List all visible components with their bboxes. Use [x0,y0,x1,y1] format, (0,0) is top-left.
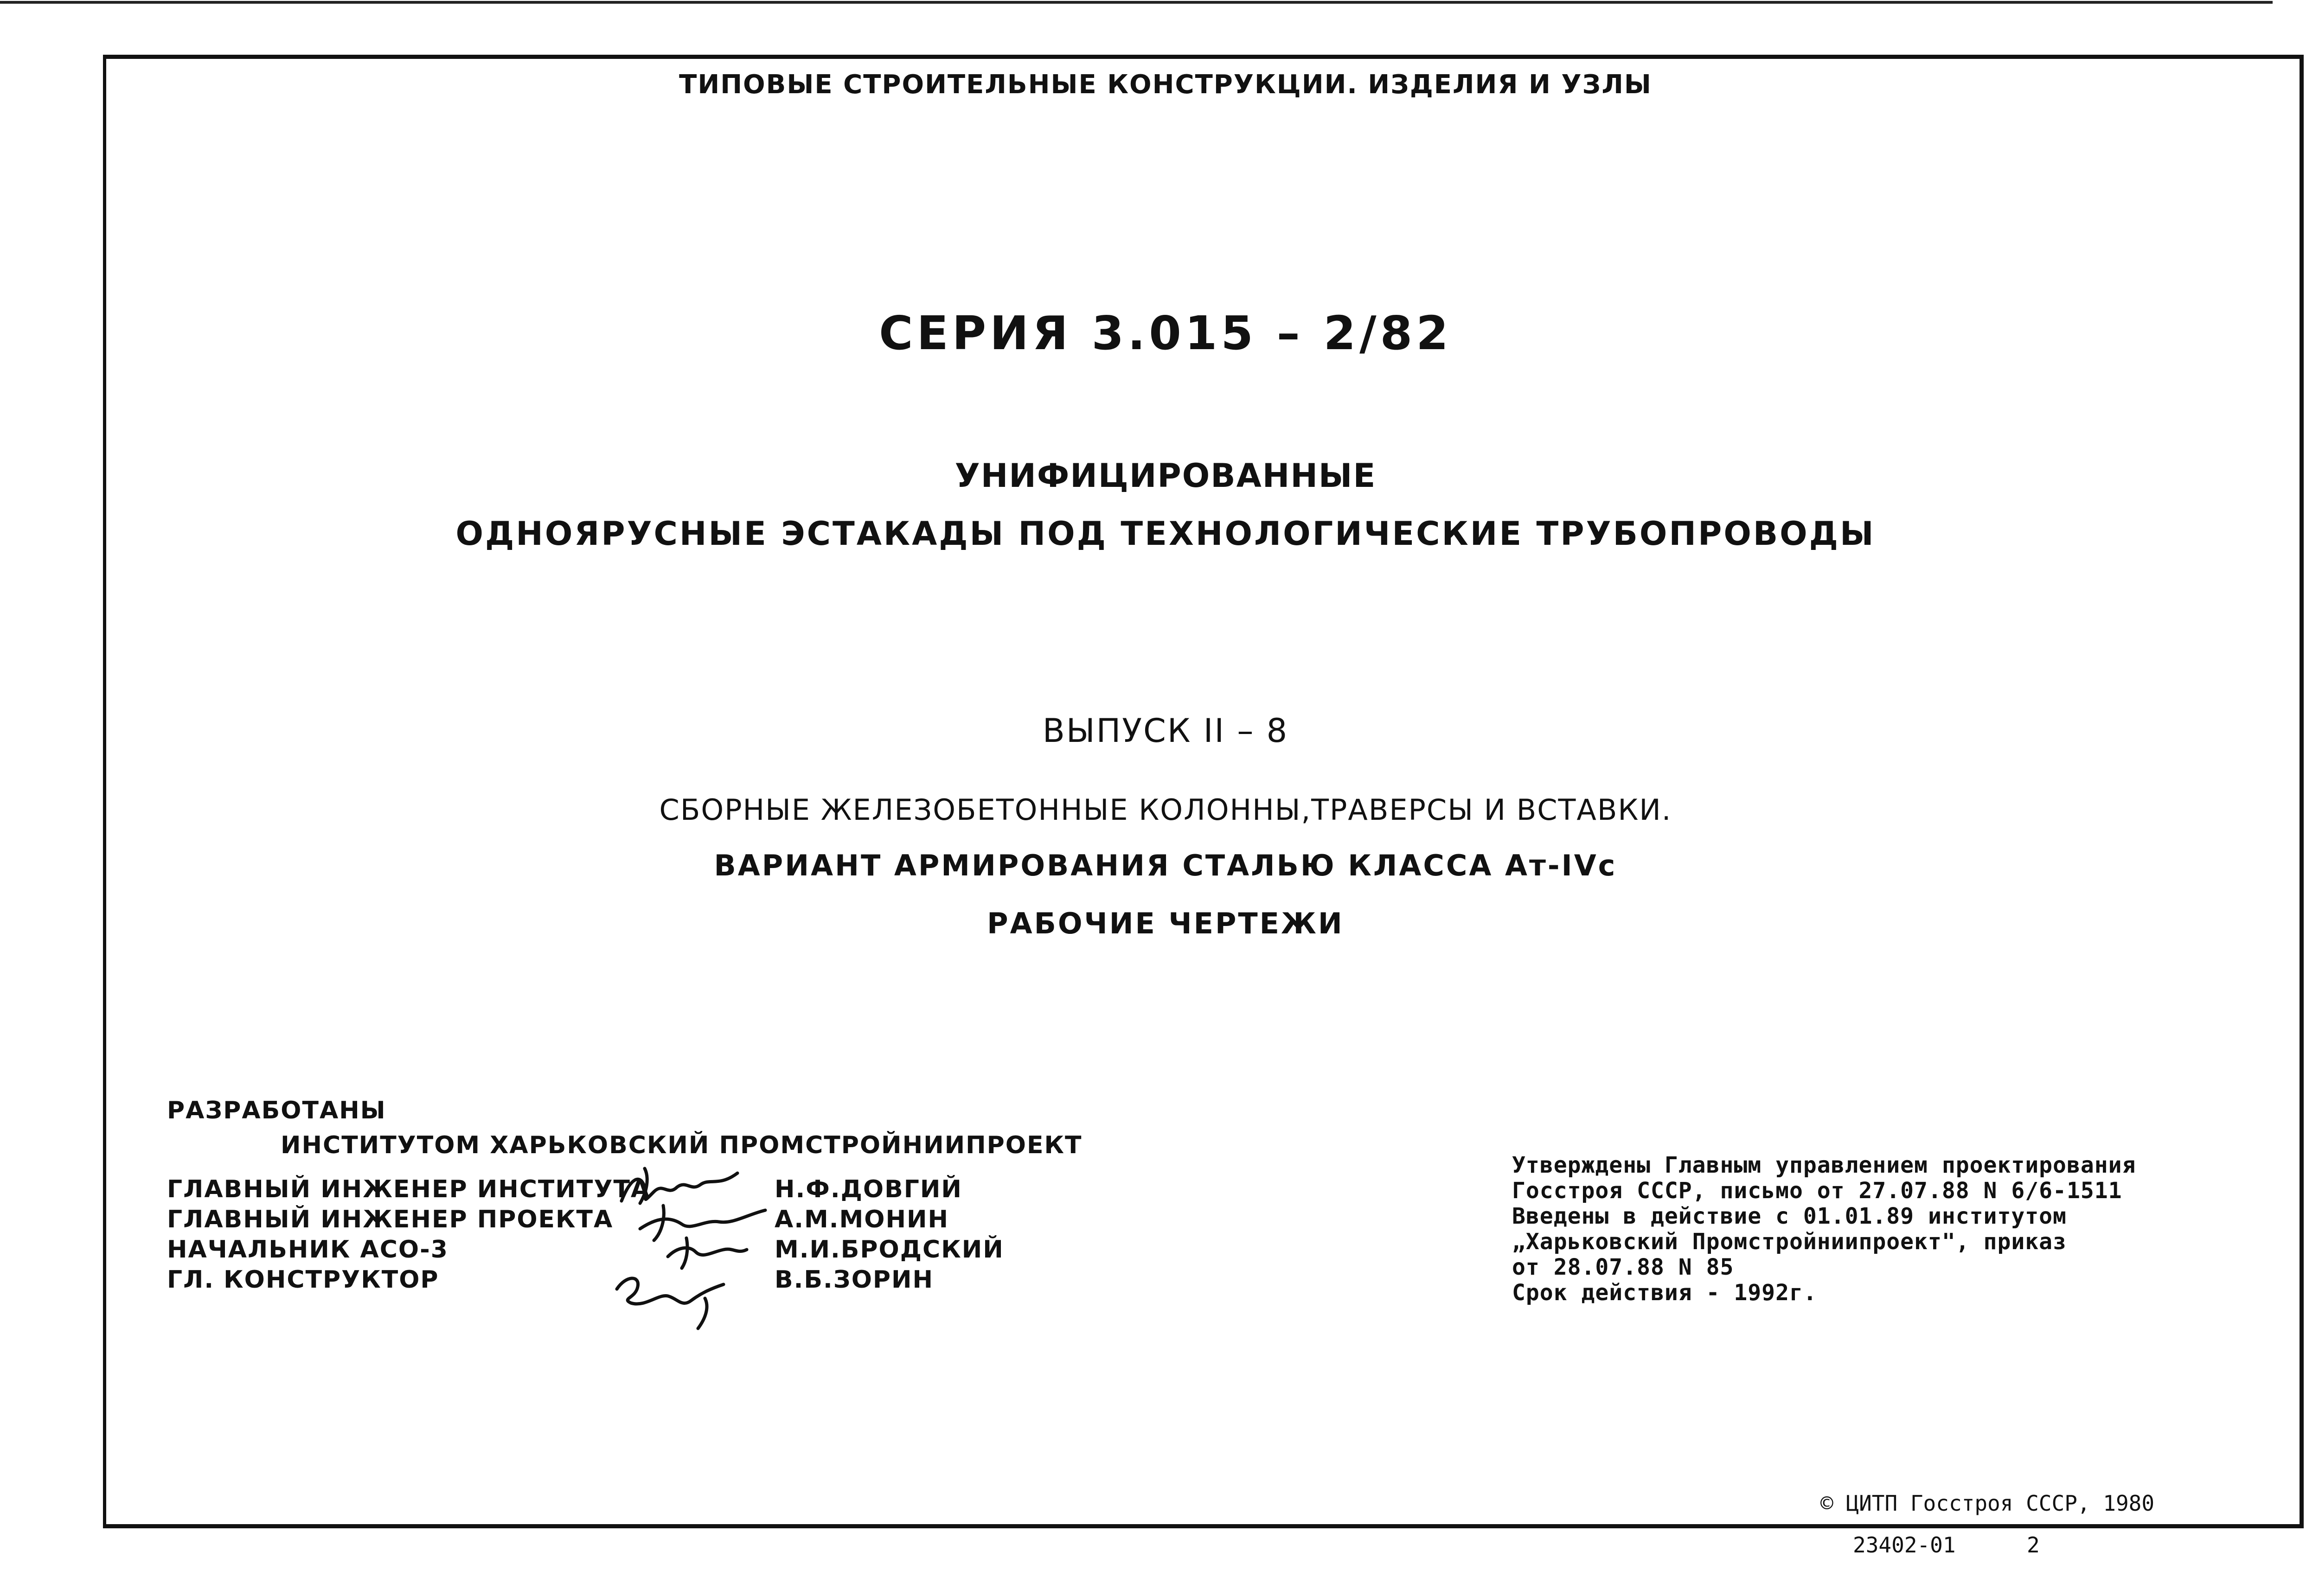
name-brodskiy: М.И.БРОДСКИЙ [775,1236,1004,1264]
role-head-aso3: НАЧАЛЬНИК АСО-3 [167,1236,448,1264]
name-monin: А.М.МОНИН [775,1206,949,1233]
role-chief-engineer-project: ГЛАВНЫЙ ИНЖЕНЕР ПРОЕКТА [167,1206,614,1233]
developed-label: РАЗРАБОТАНЫ [167,1097,386,1124]
header-text: ТИПОВЫЕ СТРОИТЕЛЬНЫЕ КОНСТРУКЦИИ. ИЗДЕЛИЯ И УЗЛЫ [679,70,1652,100]
approval-line-3: Введены в действие с 01.01.89 институтом [1512,1203,2067,1229]
approval-line-4: „Харьковский Промстройниипроект", приказ [1512,1229,2067,1255]
copyright: © ЦИТП Госстроя СССР, 1980 [1820,1491,2155,1516]
doc-number: 23402-01 [1853,1532,1956,1558]
role-chief-engineer-institute: ГЛАВНЫЙ ИНЖЕНЕР ИНСТИТУТА [167,1175,651,1203]
signatures-image [612,1159,779,1335]
top-edge-line [0,1,2273,4]
subtitle-3: РАБОЧИЕ ЧЕРТЕЖИ [987,907,1344,940]
name-zorin: В.Б.ЗОРИН [775,1266,934,1294]
approval-line-5: от 28.07.88 N 85 [1512,1254,1734,1280]
name-dovgiy: Н.Ф.ДОВГИЙ [775,1175,962,1203]
developed-institute: ИНСТИТУТОМ ХАРЬКОВСКИЙ ПРОМСТРОЙНИИПРОЕКТ [281,1131,1083,1159]
subtitle-1: СБОРНЫЕ ЖЕЛЕЗОБЕТОННЫЕ КОЛОННЫ,ТРАВЕРСЫ И ВСТАВКИ. [659,793,1672,827]
issue-number: ВЫПУСК II – 8 [1042,712,1289,750]
role-chief-designer: ГЛ. КОНСТРУКТОР [167,1266,439,1294]
approval-line-2: Госстроя СССР, письмо от 27.07.88 N 6/6-1511 [1512,1178,2122,1204]
title-line-2: ОДНОЯРУСНЫЕ ЭСТАКАДЫ ПОД ТЕХНОЛОГИЧЕСКИЕ ТРУБОПРОВОДЫ [455,515,1876,553]
page-number: 2 [2027,1532,2040,1558]
approval-line-1: Утверждены Главным управлением проектирования [1512,1152,2136,1178]
drawing-frame [103,55,2304,1528]
approval-line-6: Срок действия - 1992г. [1512,1280,1817,1306]
subtitle-2: ВАРИАНТ АРМИРОВАНИЯ СТАЛЬЮ КЛАССА Ат-IVс [714,849,1617,882]
title-line-1: УНИФИЦИРОВАННЫЕ [955,457,1377,495]
series-title: СЕРИЯ 3.015 – 2/82 [879,306,1452,360]
